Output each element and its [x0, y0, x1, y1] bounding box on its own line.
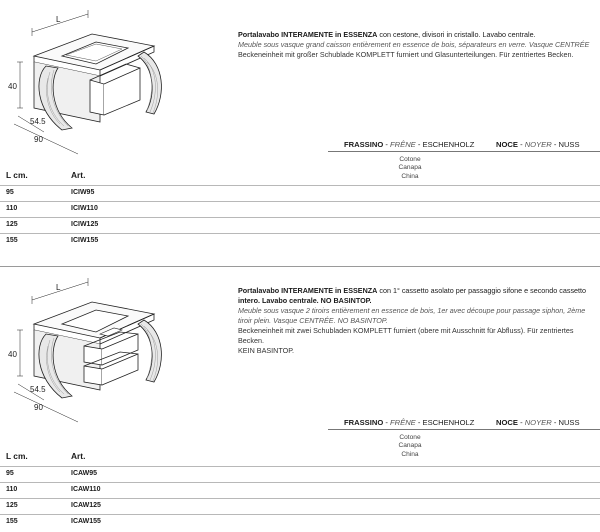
- row-article: ICAW95: [71, 470, 98, 477]
- option-cotone: Cotone: [399, 156, 421, 163]
- finish-noce-it: NOCE: [496, 418, 518, 427]
- finish-sep: -: [517, 140, 525, 149]
- row-length: 155: [6, 237, 18, 244]
- product-section-icaw: [0, 266, 600, 532]
- row-length: 155: [6, 518, 18, 525]
- finish-frassino: [344, 140, 474, 149]
- finish-sep: -: [383, 140, 390, 149]
- product-description: [238, 286, 596, 356]
- dimension-width-label: 90: [34, 403, 43, 412]
- finish-frassino-it: FRASSINO: [344, 140, 384, 149]
- finish-frassino-it: FRASSINO: [344, 418, 384, 427]
- option-cotone: Cotone: [399, 434, 421, 441]
- dimension-height-label: 40: [8, 350, 17, 359]
- finish-noce-de: NUSS: [558, 418, 580, 427]
- finish-header: [344, 140, 600, 150]
- vanity-unit-drawing: [4, 276, 174, 426]
- description-italian-bold: Portalavabo INTERAMENTE in ESSENZA: [238, 286, 378, 295]
- row-article: ICIW110: [71, 205, 98, 212]
- finish-underline: [328, 429, 600, 430]
- option-canapa: Canapa: [398, 442, 422, 450]
- finish-frassino-fr: FRÊNE: [390, 140, 416, 149]
- finish-frassino-de: ESCHENHOLZ: [422, 418, 475, 427]
- finish-sep: -: [415, 140, 423, 149]
- row-article: ICAW155: [71, 518, 101, 525]
- row-article: ICIW95: [71, 189, 95, 196]
- table-row: [0, 482, 600, 499]
- column-header-length: L cm.: [6, 170, 28, 180]
- description-italian-bold-2: intero. Lavabo centrale. NO BASINTOP.: [238, 296, 372, 305]
- dimension-length-label: L: [56, 283, 61, 292]
- description-french: Meuble sous vasque grand caisson entièrement en essence de bois, séparateurs en verre. Vasque CENTRÉE: [238, 40, 590, 49]
- row-length: 95: [6, 470, 14, 477]
- description-italian-rest: con cestone, divisori in cristallo. Lavabo centrale.: [377, 30, 536, 39]
- table-row: [0, 466, 600, 483]
- description-german: Beckeneinheit mit zwei Schubladen KOMPLETT furniert (obere mit Ausschnitt für Abfluss). Für zentriertes Becken.: [238, 326, 574, 345]
- table-row: [0, 498, 600, 515]
- finish-options: [340, 156, 480, 181]
- table-row: [0, 233, 600, 250]
- section-divider: [0, 266, 600, 267]
- dimension-height-label: 40: [8, 82, 17, 91]
- product-description: [238, 30, 596, 60]
- finish-frassino-fr: FRÊNE: [390, 418, 416, 427]
- vanity-unit-drawing: [4, 8, 174, 158]
- finish-header: [344, 418, 600, 428]
- finish-noce-de: NUSS: [558, 140, 580, 149]
- product-section-iciw: [0, 0, 600, 262]
- option-china: China: [401, 172, 419, 180]
- dimension-depth-label: 54.5: [30, 385, 46, 394]
- finish-sep: -: [517, 418, 525, 427]
- row-length: 110: [6, 205, 18, 212]
- description-italian-rest: con 1° cassetto asolato per passaggio sifone e secondo cassetto: [377, 286, 587, 295]
- finish-noce: [496, 140, 580, 149]
- row-article: ICAW125: [71, 502, 101, 509]
- finish-noce-fr: NOYER: [524, 140, 552, 149]
- row-article: ICIW125: [71, 221, 99, 228]
- description-german-line2: KEIN BASINTOP.: [238, 346, 295, 355]
- row-length: 110: [6, 486, 18, 493]
- row-article: ICIW155: [71, 237, 99, 244]
- row-length: 125: [6, 221, 18, 228]
- description-german: Beckeneinheit mit großer Schublade KOMPLETT furniert und Glasunterteilungen. Für zentriertes Becken.: [238, 50, 574, 59]
- table-row: [0, 201, 600, 218]
- row-article: ICAW110: [71, 486, 101, 493]
- finish-sep: -: [383, 418, 390, 427]
- dimension-depth-label: 54.5: [30, 117, 46, 126]
- description-italian-line2: [238, 296, 596, 306]
- finish-sep: -: [551, 140, 559, 149]
- description-italian: [238, 30, 596, 40]
- finish-frassino-de: ESCHENHOLZ: [422, 140, 475, 149]
- dimension-length-label: L: [56, 15, 61, 24]
- table-row: [0, 185, 600, 202]
- finish-options: [340, 434, 480, 459]
- description-italian: [238, 286, 596, 296]
- finish-noce: [496, 418, 580, 427]
- row-length: 95: [6, 189, 14, 196]
- description-french: Meuble sous vasque 2 tiroirs entièrement en essence de bois, 1er avec découpe pour passage siphon, 2ème tiroir plein. Vasque CENTRÉE. NO BASINTOP.: [238, 306, 586, 325]
- finish-sep: -: [415, 418, 423, 427]
- option-canapa: Canapa: [398, 164, 422, 172]
- finish-sep: -: [551, 418, 559, 427]
- finish-noce-fr: NOYER: [524, 418, 552, 427]
- table-row: [0, 217, 600, 234]
- column-header-length: L cm.: [6, 451, 28, 461]
- finish-noce-it: NOCE: [496, 140, 518, 149]
- option-china: China: [401, 450, 419, 458]
- finish-frassino: [344, 418, 474, 427]
- finish-underline: [328, 151, 600, 152]
- column-header-article: Art.: [71, 451, 86, 461]
- dimension-width-label: 90: [34, 135, 43, 144]
- description-italian-bold: Portalavabo INTERAMENTE in ESSENZA: [238, 30, 378, 39]
- table-row: [0, 514, 600, 531]
- column-header-article: Art.: [71, 170, 86, 180]
- row-length: 125: [6, 502, 18, 509]
